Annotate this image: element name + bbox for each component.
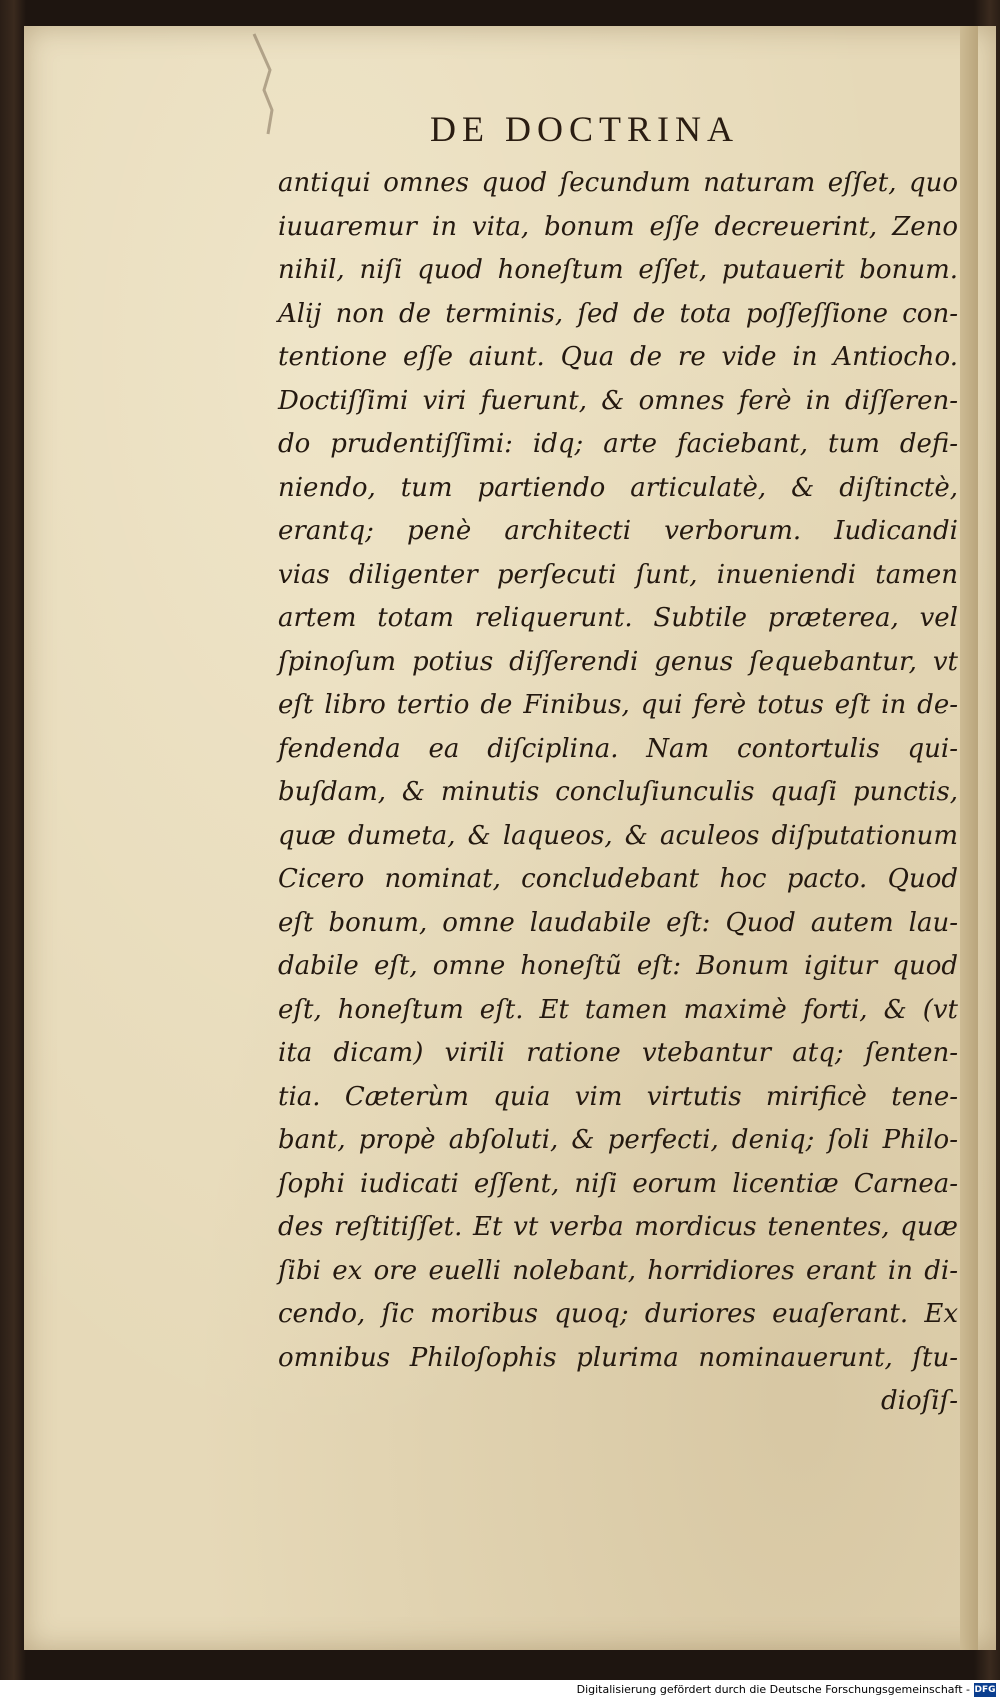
text-line: dabile eſt, omne honeſtũ eſt: Bonum igitur quod: [278, 951, 958, 981]
text-block: [278, 162, 958, 1424]
text-line: ſophi iudicati eſſent, niſi eorum licentiæ Carnea-: [278, 1168, 958, 1199]
running-head: DE DOCTRINA: [430, 109, 739, 149]
dfg-logo: DFG: [974, 1685, 996, 1695]
text-line: bant, propè abſoluti, & perfecti, deniq; ſoli Philo-: [278, 1125, 958, 1155]
text-line: tia. Cæterùm quia vim virtutis mirificè tene-: [278, 1081, 958, 1112]
text-line: Cicero nominat, concludebant hoc pacto. Quod: [278, 864, 958, 894]
text-line: buſdam, & minutis concluſiunculis quaſi punctis,: [278, 777, 958, 807]
text-line: eſt libro tertio de Finibus, qui ferè totus eſt in de-: [278, 690, 958, 720]
text-line: eſt bonum, omne laudabile eſt: Quod autem lau-: [278, 907, 958, 938]
footer-bar: [0, 1680, 1000, 1701]
text-line: erantq; penè architecti verborum. Iudicandi: [278, 516, 958, 546]
text-line: Doctiſſimi viri fuerunt, & omnes ferè in diſſeren-: [278, 385, 958, 416]
text-line: des reſtitiſſet. Et vt verba mordicus tenentes, quæ: [278, 1212, 958, 1242]
text-line: ſpinoſum potius diſſerendi genus ſequebantur, vt: [278, 646, 958, 677]
text-line: vias diligenter perſecuti ſunt, inueniendi tamen: [278, 559, 958, 590]
text-line: niendo, tum partiendo articulatè, & diſtinctè,: [278, 472, 958, 503]
text-line: Alij non de terminis, ſed de tota poſſeſſione con-: [278, 298, 958, 329]
text-line: quæ dumeta, & laqueos, & aculeos diſputationum: [278, 820, 958, 851]
text-line: omnibus Philoſophis plurima nominauerunt, ſtu-: [278, 1342, 958, 1373]
text-line: fendenda ea diſciplina. Nam contortulis qui-: [278, 733, 958, 764]
catchword: dioſiſ-: [881, 1386, 958, 1416]
text-line: ſibi ex ore euelli nolebant, horridiores erant in di-: [278, 1255, 958, 1286]
text-line: ita dicam) virili ratione vtebantur atq; ſenten-: [278, 1038, 958, 1068]
text-line: eſt, honeſtum eſt. Et tamen maximè forti, & (vt: [278, 994, 958, 1025]
text-line: do prudentiſſimi: idq; arte faciebant, tum defi-: [278, 429, 958, 459]
page-edge: [960, 26, 978, 1650]
text-line: tentione eſſe aiunt. Qua de re vide in Antiocho.: [278, 342, 958, 372]
text-line: cendo, ſic moribus quoq; duriores euaſerant. Ex: [278, 1299, 958, 1329]
text-line: antiqui omnes quod ſecundum naturam eſſet, quo: [278, 168, 958, 198]
text-line: artem totam reliquerunt. Subtile præterea, vel: [278, 603, 958, 633]
binding-mark: [250, 30, 290, 140]
text-line: iuuaremur in vita, bonum eſſe decreuerint, Zeno: [278, 211, 958, 242]
funding-credit: Digitalisierung gefördert durch die Deutsche Forschungsgemeinschaft -: [576, 1683, 970, 1696]
text-line: nihil, niſi quod honeſtum eſſet, putauerit bonum.: [278, 255, 958, 285]
